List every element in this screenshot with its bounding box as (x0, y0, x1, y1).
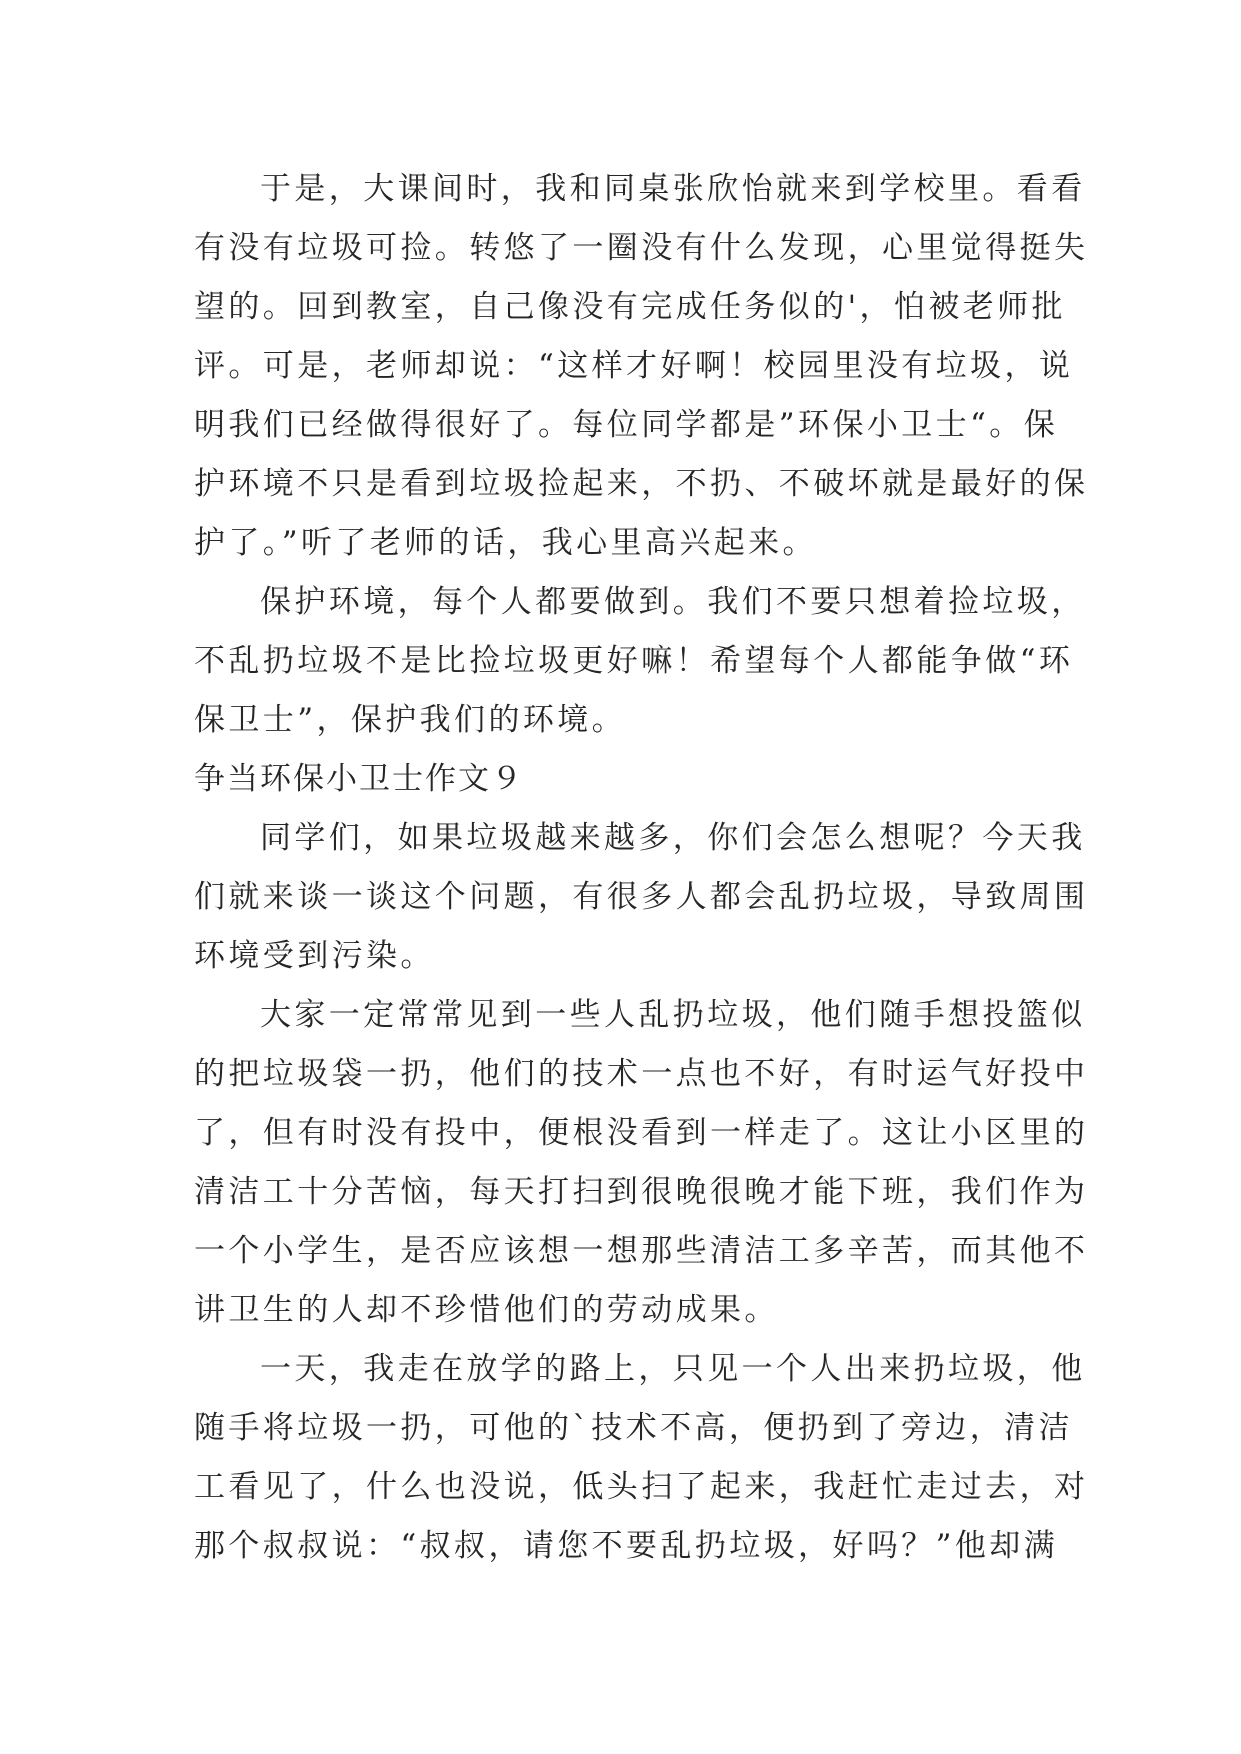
paragraph-line: 随手将垃圾一扔，可他的`技术不高，便扔到了旁边，清洁 (194, 1410, 1073, 1446)
paragraph-line: 一个小学生，是否应该想一想那些清洁工多辛苦，而其他不 (194, 1233, 1089, 1269)
paragraph-line: 们就来谈一谈这个问题，有很多人都会乱扔垃圾，导致周围 (194, 879, 1089, 915)
paragraph-line: 保护环境，每个人都要做到。我们不要只想着捡垃圾， (260, 584, 1086, 620)
paragraph-line: 工看见了，什么也没说，低头扫了起来，我赶忙走过去，对 (194, 1469, 1089, 1505)
paragraph-line: 望的。回到教室，自己像没有完成任务似的'，怕被老师批 (194, 289, 1066, 325)
paragraph-line: 了，但有时没有投中，便根没看到一样走了。这让小区里的 (194, 1115, 1089, 1151)
paragraph-line: 大家一定常常见到一些人乱扔垃圾，他们随手想投篮似 (260, 997, 1086, 1033)
paragraph-line: 明我们已经做得很好了。每位同学都是”环保小卫士“。保 (194, 407, 1059, 443)
paragraph-line: 护了。”听了老师的话，我心里高兴起来。 (194, 525, 817, 561)
section-heading: 争当环保小卫士作文９ (194, 761, 524, 797)
paragraph-line: 那个叔叔说：“叔叔，请您不要乱扔垃圾，好吗？”他却满 (194, 1528, 1059, 1564)
paragraph-line: 的把垃圾袋一扔，他们的技术一点也不好，有时运气好投中 (194, 1056, 1089, 1092)
paragraph-line: 同学们，如果垃圾越来越多，你们会怎么想呢？今天我 (260, 820, 1086, 856)
paragraph-line: 护环境不只是看到垃圾捡起来，不扔、不破坏就是最好的保 (194, 466, 1089, 502)
paragraph-line: 一天，我走在放学的路上，只见一个人出来扔垃圾，他 (260, 1351, 1086, 1387)
paragraph-line: 讲卫生的人却不珍惜他们的劳动成果。 (194, 1292, 779, 1328)
document-body (194, 160, 1089, 1576)
paragraph-line: 评。可是，老师却说：“这样才好啊！校园里没有垃圾，说 (194, 348, 1074, 384)
paragraph-line: 清洁工十分苦恼，每天打扫到很晚很晚才能下班，我们作为 (194, 1174, 1089, 1210)
paragraph-line: 不乱扔垃圾不是比捡垃圾更好嘛！希望每个人都能争做“环 (194, 643, 1074, 679)
paragraph-line: 于是，大课间时，我和同桌张欣怡就来到学校里。看看 (260, 171, 1086, 207)
paragraph-line: 有没有垃圾可捡。转悠了一圈没有什么发现，心里觉得挺失 (194, 230, 1089, 266)
paragraph-line: 环境受到污染。 (194, 938, 435, 974)
paragraph-line: 保卫士”，保护我们的环境。 (194, 702, 627, 738)
